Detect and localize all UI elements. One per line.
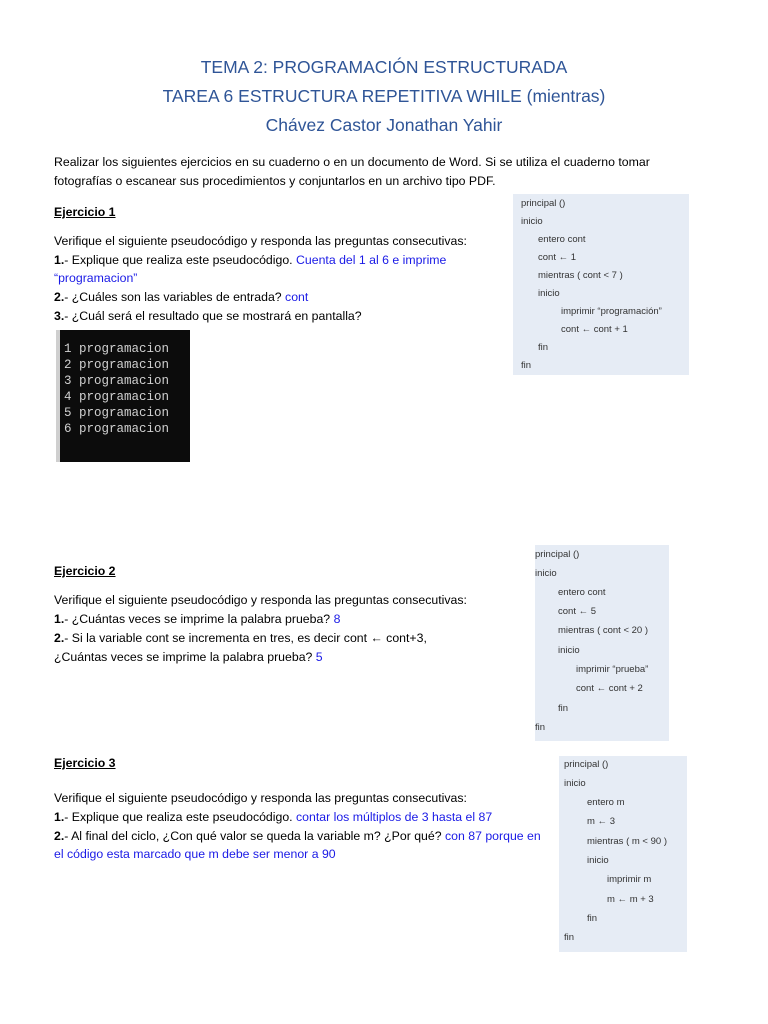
ex1-question-1 xyxy=(54,251,474,287)
ex2-q1-number: 1. xyxy=(54,612,65,626)
ex3-question-1 xyxy=(54,808,492,826)
ex2-question-1 xyxy=(54,610,340,628)
ex1-q3-text: - ¿Cuál será el resultado que se mostrará en pantalla? xyxy=(64,309,362,323)
code-line: fin xyxy=(538,342,549,353)
code-line: inicio xyxy=(521,216,543,227)
code-line: fin xyxy=(521,360,532,371)
code-line: inicio xyxy=(558,645,580,656)
ex1-q3-number: 3. xyxy=(54,309,65,323)
ex1-q2-answer: cont xyxy=(285,290,309,304)
code-line: fin xyxy=(587,913,598,924)
ex3-q2-number: 2. xyxy=(54,829,65,843)
code-line: mientras ( cont < 7 ) xyxy=(538,270,623,281)
ex2-heading: Ejercicio 2 xyxy=(54,564,116,578)
ex3-q1-number: 1. xyxy=(54,810,65,824)
code-line: cont ← cont + 1 xyxy=(561,324,628,335)
code-line: imprimir “programación” xyxy=(561,306,662,317)
ex3-q1-answer: contar los múltiplos de 3 hasta el 87 xyxy=(296,810,493,824)
code-line: principal () xyxy=(521,198,566,209)
code-line: m ← 3 xyxy=(587,816,615,827)
code-line: inicio xyxy=(538,288,560,299)
code-line: fin xyxy=(535,722,546,733)
ex3-pseudocode-image xyxy=(559,756,687,952)
ex2-q1-answer: 8 xyxy=(333,612,341,626)
code-line: inicio xyxy=(564,778,586,789)
code-line: entero cont xyxy=(538,234,586,245)
console-line: 2 programacion xyxy=(64,358,170,372)
title-author: Chávez Castor Jonathan Yahir xyxy=(265,115,503,135)
ex1-q2-number: 2. xyxy=(54,290,65,304)
ex1-prompt: Verifique el siguiente pseudocódigo y responda las preguntas consecutivas: xyxy=(54,234,467,248)
ex3-heading: Ejercicio 3 xyxy=(54,756,116,770)
ex1-q1-text: - Explique que realiza este pseudocódigo. xyxy=(64,253,297,267)
ex2-q2-number: 2. xyxy=(54,631,65,645)
console-line: 6 programacion xyxy=(64,422,170,436)
code-line: principal () xyxy=(564,759,609,770)
title-topic: TEMA 2: PROGRAMACIÓN ESTRUCTURADA xyxy=(200,57,568,77)
ex3-q2-text: - Al final del ciclo, ¿Con qué valor se queda la variable m? ¿Por qué? xyxy=(64,829,445,843)
console-line: 4 programacion xyxy=(64,390,170,404)
ex1-question-3 xyxy=(54,307,362,325)
console-line: 5 programacion xyxy=(64,406,170,420)
code-line: mientras ( m < 90 ) xyxy=(587,836,667,847)
ex2-pseudocode-image xyxy=(535,545,669,741)
code-line: cont ← 5 xyxy=(558,606,597,617)
ex1-pseudocode-image xyxy=(513,194,689,375)
ex1-q1-answer: Cuenta del 1 al 6 e imprime “programacion” xyxy=(54,253,447,285)
code-line: cont ← 1 xyxy=(538,252,577,263)
code-line: fin xyxy=(564,932,575,943)
code-line: inicio xyxy=(587,855,609,866)
code-line: m ← m + 3 xyxy=(607,894,654,905)
ex3-question-2 xyxy=(54,827,549,863)
ex3-q2-answer: con 87 porque en el código esta marcado que m debe ser menor a 90 xyxy=(54,829,541,861)
ex2-q2-answer: 5 xyxy=(315,650,323,664)
intro-line-2: fotografías o escanear sus procedimientos y conjuntarlos en un archivo tipo PDF. xyxy=(54,174,496,188)
ex2-prompt: Verifique el siguiente pseudocódigo y responda las preguntas consecutivas: xyxy=(54,593,467,607)
console-line: 1 programacion xyxy=(64,342,170,356)
code-line: entero cont xyxy=(558,587,606,598)
console-output-screenshot xyxy=(56,330,190,462)
ex1-heading: Ejercicio 1 xyxy=(54,205,116,219)
code-line: mientras ( cont < 20 ) xyxy=(558,625,649,636)
intro-line-1: Realizar los siguientes ejercicios en su cuaderno o en un documento de Word. Si se utiliza el cuaderno tomar xyxy=(54,155,650,169)
code-line: cont ← cont + 2 xyxy=(576,683,643,694)
code-line: imprimir m xyxy=(607,874,652,885)
code-line: inicio xyxy=(535,568,557,579)
title-assignment: TAREA 6 ESTRUCTURA REPETITIVA WHILE (mientras) xyxy=(162,86,606,106)
code-line: entero m xyxy=(587,797,625,808)
ex2-q2-text: - Si la variable cont se incrementa en tres, es decir cont ← cont+3, xyxy=(64,631,427,645)
code-line: imprimir “prueba” xyxy=(576,664,649,675)
ex1-q1-number: 1. xyxy=(54,253,65,267)
ex3-prompt: Verifique el siguiente pseudocódigo y responda las preguntas consecutivas: xyxy=(54,791,467,805)
console-line: 3 programacion xyxy=(64,374,170,388)
code-line: fin xyxy=(558,703,569,714)
ex2-question-2 xyxy=(54,629,427,647)
ex2-q1-text: - ¿Cuántas veces se imprime la palabra prueba? xyxy=(64,612,334,626)
ex1-q2-text: - ¿Cuáles son las variables de entrada? xyxy=(64,290,286,304)
ex2-question-2-cont xyxy=(54,648,323,666)
code-line: principal () xyxy=(535,549,580,560)
ex3-q1-text: - Explique que realiza este pseudocódigo. xyxy=(64,810,297,824)
ex1-question-2 xyxy=(54,288,308,306)
ex2-q2-text-2: ¿Cuántas veces se imprime la palabra prueba? xyxy=(54,650,316,664)
